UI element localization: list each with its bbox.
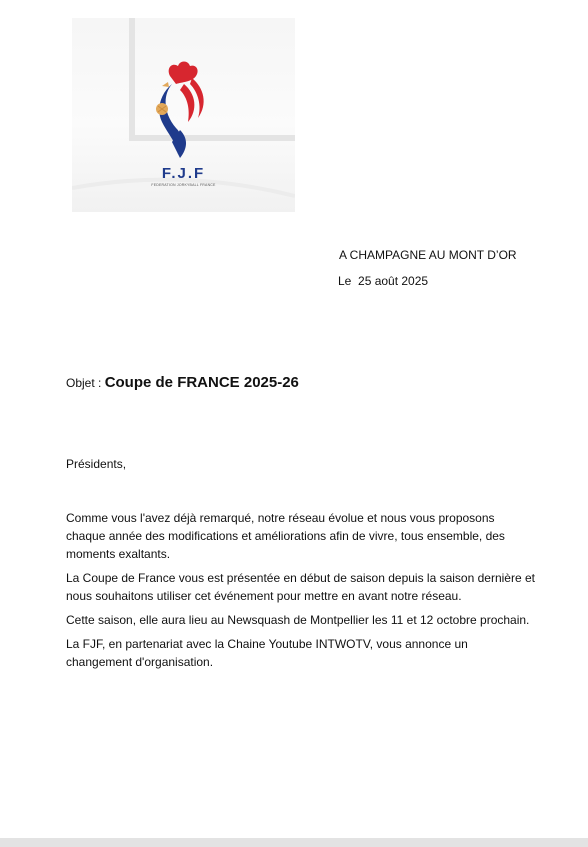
fjf-full-name: FEDERATION JORKYBALL FRANCE [151, 183, 216, 187]
greeting: Présidents, [66, 457, 127, 471]
paragraph: Comme vous l'avez déjà remarqué, notre réseau évolue et nous vous proposons chaque année des modifications et améliorations afin de vivre, tous ensemble, des moments exaltants. [66, 511, 505, 561]
subject-label: Objet : [66, 376, 105, 390]
paragraph: La Coupe de France vous est présentée en début de saison depuis la saison dernière et nous souhaitons utiliser cet événement pour mettre en avant notre réseau. [66, 571, 535, 603]
fjf-logo [72, 18, 295, 212]
letter-body [66, 509, 536, 677]
letter-date: Le 25 août 2025 [338, 274, 429, 288]
paragraph: Cette saison, elle aura lieu au Newsquash de Montpellier les 11 et 12 octobre prochain. [66, 613, 530, 627]
paragraph: La FJF, en partenariat avec la Chaine Youtube INTWOTV, vous annonce un changement d'organisation. [66, 637, 468, 669]
page-gap [0, 838, 588, 847]
subject-title: Coupe de FRANCE 2025-26 [104, 374, 299, 391]
fjf-acronym: F.J.F [161, 165, 206, 182]
subject-line [66, 374, 299, 391]
letter-place: A CHAMPAGNE AU MONT D’OR [339, 248, 517, 262]
